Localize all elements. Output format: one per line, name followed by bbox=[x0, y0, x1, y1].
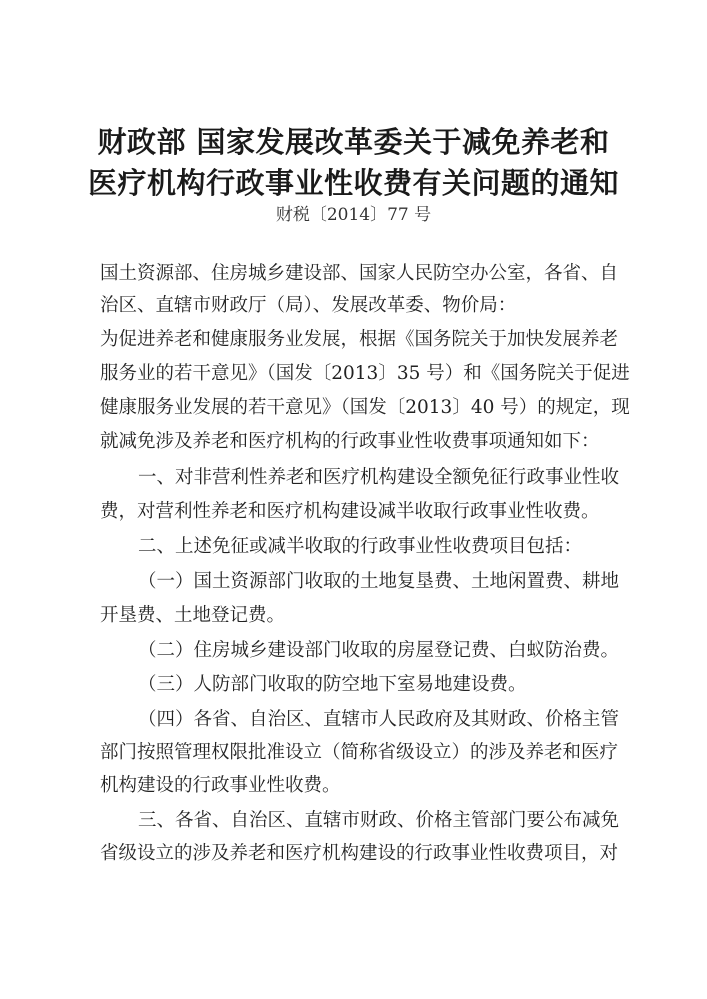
body-line: 费，对营利性养老和医疗机构建设减半收取行政事业性收费。 bbox=[100, 501, 600, 522]
body-line: 国土资源部、住房城乡建设部、国家人民防空办公室，各省、自 bbox=[100, 263, 619, 284]
body-line: 机构建设的行政事业性收费。 bbox=[100, 775, 341, 796]
body-line: （一）国土资源部门收取的土地复垦费、土地闲置费、耕地 bbox=[138, 571, 620, 592]
title-line-1: 财政部 国家发展改革委关于减免养老和 bbox=[97, 125, 610, 159]
body-line: （三）人防部门收取的防空地下室易地建设费。 bbox=[138, 674, 527, 695]
body-line: 一、对非营利性养老和医疗机构建设全额免征行政事业性收 bbox=[138, 467, 620, 488]
body-line: 三、各省、自治区、直辖市财政、价格主管部门要公布减免 bbox=[138, 810, 620, 831]
document-number: 财税〔2014〕77 号 bbox=[275, 205, 432, 225]
body-line: 部门按照管理权限批准设立（简称省级设立）的涉及养老和医疗 bbox=[100, 742, 619, 763]
body-line: 二、上述免征或减半收取的行政事业性收费项目包括： bbox=[138, 536, 583, 557]
body-line: （四）各省、自治区、直辖市人民政府及其财政、价格主管 bbox=[138, 709, 620, 730]
body-line: 服务业的若干意见》（国发〔2013〕35 号）和《国务院关于促进 bbox=[100, 363, 630, 384]
body-line: 健康服务业发展的若干意见》（国发〔2013〕40 号）的规定，现 bbox=[100, 397, 630, 418]
body-line: 开垦费、土地登记费。 bbox=[100, 605, 286, 626]
body-line: 为促进养老和健康服务业发展，根据《国务院关于加快发展养老 bbox=[100, 329, 619, 350]
body-line: 省级设立的涉及养老和医疗机构建设的行政事业性收费项目，对 bbox=[100, 843, 619, 864]
title-line-2: 医疗机构行政事业性收费有关问题的通知 bbox=[87, 166, 619, 200]
body-line: （二）住房城乡建设部门收取的房屋登记费、白蚁防治费。 bbox=[138, 640, 620, 661]
body-line: 就减免涉及养老和医疗机构的行政事业性收费事项通知如下： bbox=[100, 431, 600, 452]
body-line: 治区、直辖市财政厅（局）、发展改革委、物价局： bbox=[100, 295, 517, 316]
